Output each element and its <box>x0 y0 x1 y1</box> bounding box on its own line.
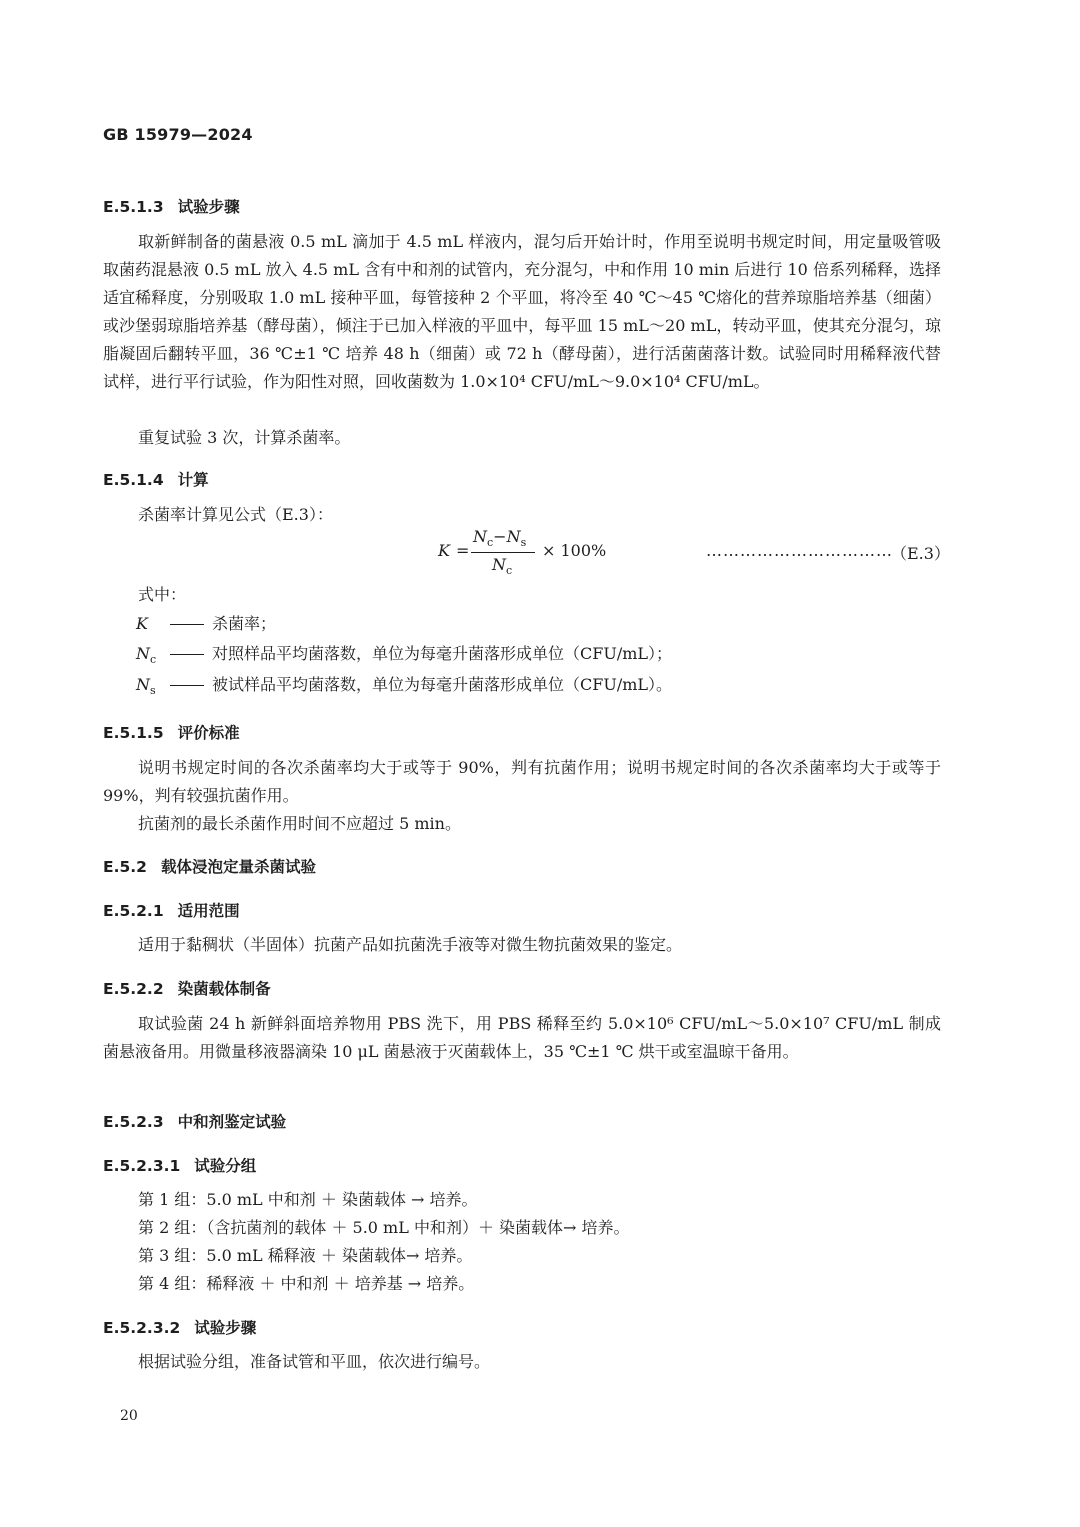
section-number: E.5.1.5 <box>103 724 164 742</box>
section-title: 染菌载体制备 <box>177 980 271 998</box>
formula-lhs: K <box>438 541 450 560</box>
kill-rate-formula <box>438 527 638 577</box>
section-heading-e5-1-5 <box>103 721 240 743</box>
paragraph-numbering: 根据试验分组，准备试管和平皿，依次进行编号。 <box>138 1352 491 1371</box>
group-2: 第 2 组：（含抗菌剂的载体 ＋ 5.0 mL 中和剂）＋ 染菌载体→ 培养。 <box>138 1218 630 1237</box>
section-heading-e5-2 <box>103 855 316 877</box>
group-1: 第 1 组：5.0 mL 中和剂 ＋ 染菌载体 → 培养。 <box>138 1190 478 1209</box>
formula-denominator: $N_c$ <box>492 555 513 578</box>
symbol-definition-nc: $N_c$ 对照样品平均菌落数，单位为每毫升菌落形成单位（CFU/mL）； <box>136 644 673 667</box>
section-number: E.5.2.3.2 <box>103 1319 181 1337</box>
section-title: 适用范围 <box>177 902 240 920</box>
paragraph-max-time: 抗菌剂的最长杀菌作用时间不应超过 5 min。 <box>138 814 461 833</box>
formula-multiplier: × 100% <box>542 541 607 560</box>
section-number: E.5.1.3 <box>103 198 164 216</box>
paragraph-scope: 适用于黏稠状（半固体）抗菌产品如抗菌洗手液等对微生物抗菌效果的鉴定。 <box>138 935 683 954</box>
section-title: 试验分组 <box>194 1157 257 1175</box>
section-number: E.5.1.4 <box>103 471 164 489</box>
section-number: E.5.2.3 <box>103 1113 164 1131</box>
em-dash <box>170 624 204 625</box>
section-heading-e5-2-3-1 <box>103 1154 256 1176</box>
paragraph-repeat-test: 重复试验 3 次，计算杀菌率。 <box>138 428 351 447</box>
section-heading-e5-2-1 <box>103 899 240 921</box>
formula-numerator: $N_c-N_s$ <box>473 527 527 550</box>
paragraph-carrier-preparation: 取试验菌 24 h 新鲜斜面培养物用 PBS 洗下，用 PBS 稀释至约 5.0×10⁶ CFU/mL～5.0×10⁷ CFU/mL 制成菌悬液备用。用微量移液器滴染 10 μL 菌悬液于灭菌载体上，35 ℃±1 ℃ 烘干或室温晾干备用。 <box>103 1014 941 1061</box>
equation-number: （E.3） <box>891 544 950 563</box>
section-heading-e5-2-3-2 <box>103 1316 256 1338</box>
section-number: E.5.2.1 <box>103 902 164 920</box>
fraction-bar <box>471 552 535 553</box>
symbol-definition-ns: $N_s$ 被试样品平均菌落数，单位为每毫升菌落形成单位（CFU/mL）。 <box>136 675 673 698</box>
section-number: E.5.2.2 <box>103 980 164 998</box>
section-title: 中和剂鉴定试验 <box>177 1113 287 1131</box>
formula-intro: 杀菌率计算见公式（E.3）： <box>138 505 333 524</box>
section-title: 评价标准 <box>177 724 240 742</box>
section-title: 试验步骤 <box>194 1319 257 1337</box>
section-title: 载体浸泡定量杀菌试验 <box>160 858 316 876</box>
section-number: E.5.2.3.1 <box>103 1157 181 1175</box>
section-heading-e5-2-3 <box>103 1110 286 1132</box>
em-dash <box>170 685 204 686</box>
group-3: 第 3 组：5.0 mL 稀释液 ＋ 染菌载体→ 培养。 <box>138 1246 473 1265</box>
symbol-definition-k: K 杀菌率； <box>136 614 277 633</box>
page-number: 20 <box>120 1408 138 1424</box>
where-label: 式中： <box>138 585 187 604</box>
group-4: 第 4 组：稀释液 ＋ 中和剂 ＋ 培养基 → 培养。 <box>138 1274 475 1293</box>
section-heading-e5-2-2 <box>103 977 271 999</box>
paragraph-test-procedure: 取新鲜制备的菌悬液 0.5 mL 滴加于 4.5 mL 样液内，混匀后开始计时，作用至说明书规定时间，用定量吸管吸取菌药混悬液 0.5 mL 放入 4.5 mL 含有中和剂的试管内，充分混匀，中和作用 10 min 后进行 10 倍系列稀释，选择适宜稀释度，分别吸取 1.0 mL 接种平皿，每管接种 2 个平皿，将冷至 40 ℃～45 ℃熔化的营养琼脂培养基（细菌）或沙堡弱琼脂培养基（酵母菌），倾注于已加入样液的平皿中，每平皿 15 mL～20 mL，转动平皿，使其充分混匀，琼脂凝固后翻转平皿，36 ℃±1 ℃ 培养 48 h（细菌）或 72 h（酵母菌），进行活菌菌落计数。试验同时用稀释液代替试样，进行平行试验，作为阳性对照，回收菌数为 1.0×10⁴ CFU/mL～9.0×10⁴ CFU/mL。 <box>103 232 941 391</box>
section-number: E.5.2 <box>103 858 147 876</box>
equation-leader-dots: …………………………… <box>706 541 893 560</box>
em-dash <box>170 654 204 655</box>
section-heading-e5-1-4 <box>103 468 209 490</box>
paragraph-evaluation-criteria: 说明书规定时间的各次杀菌率均大于或等于 90%，判有抗菌作用；说明书规定时间的各次杀菌率均大于或等于 99%，判有较强抗菌作用。 <box>103 758 941 805</box>
formula-equals: = <box>456 541 470 560</box>
section-heading-e5-1-3 <box>103 195 240 217</box>
section-title: 试验步骤 <box>177 198 240 216</box>
standard-number: GB 15979—2024 <box>103 125 253 144</box>
section-title: 计算 <box>177 471 209 489</box>
